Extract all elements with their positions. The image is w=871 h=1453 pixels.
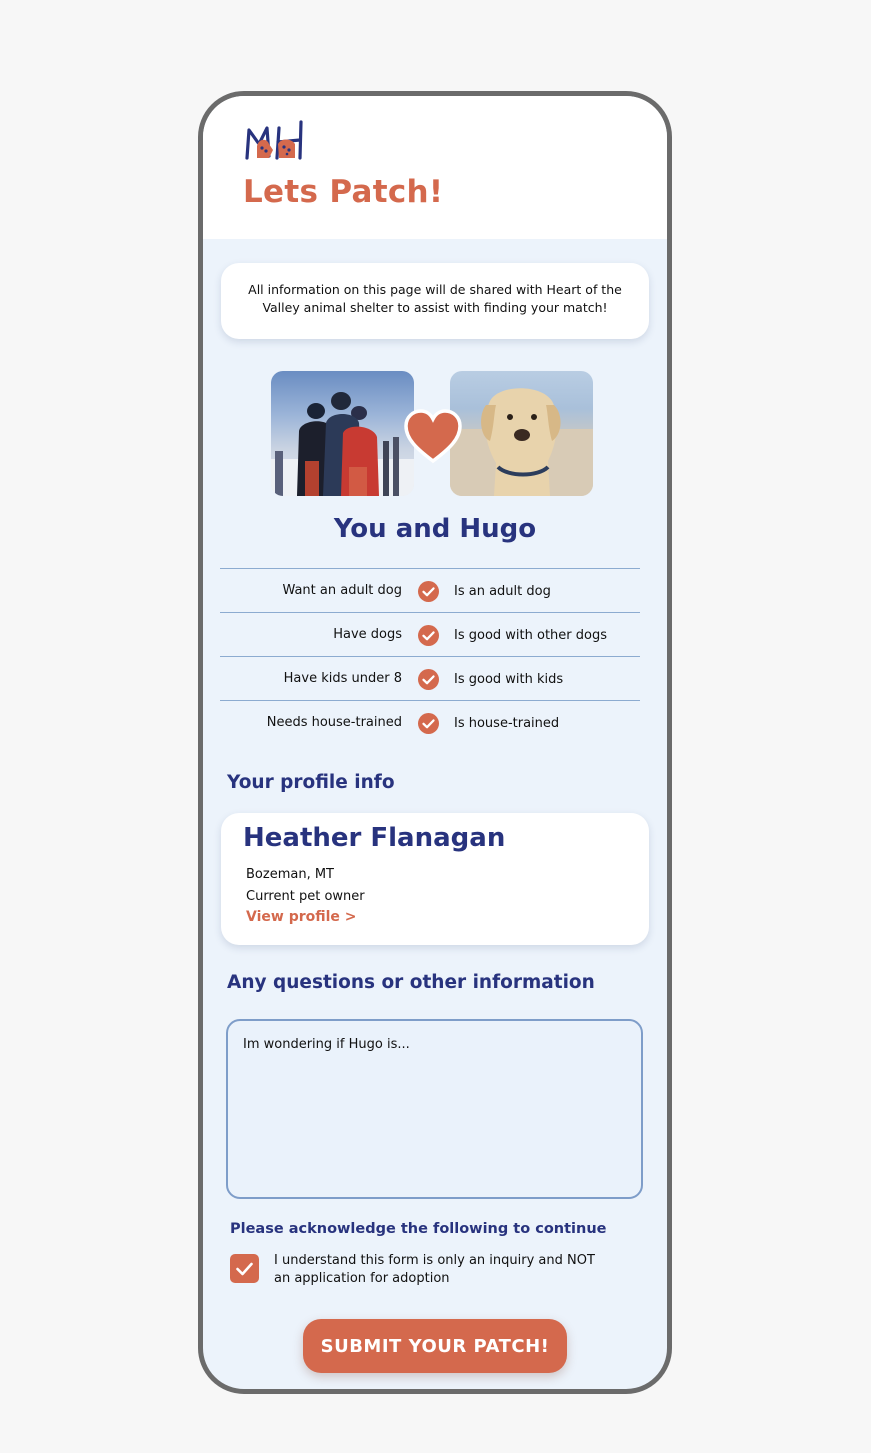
- match-row: [220, 700, 640, 744]
- match-row: [220, 612, 640, 656]
- header: [203, 96, 667, 239]
- match-row: [220, 656, 640, 700]
- checkmark-icon: [418, 581, 439, 602]
- heart-icon: [403, 409, 463, 465]
- acknowledge-text: I understand this form is only an inquiry and NOT an application for adoption: [274, 1253, 595, 1286]
- profile-section-label: Your profile info: [227, 772, 395, 793]
- questions-section-label: Any questions or other information: [227, 972, 595, 993]
- profile-card: [221, 813, 649, 945]
- profile-name: Heather Flanagan: [243, 823, 506, 853]
- profile-location: Bozeman, MT: [246, 867, 334, 882]
- view-profile-link[interactable]: View profile >: [246, 909, 357, 925]
- phone-frame: [198, 91, 672, 1394]
- acknowledge-checkbox[interactable]: [230, 1254, 259, 1283]
- dog-trait: Is house-trained: [454, 716, 560, 731]
- profile-status: Current pet owner: [246, 889, 365, 904]
- owner-family-photo: [271, 371, 414, 496]
- dog-trait: Is good with kids: [454, 672, 564, 687]
- dog-trait: Is good with other dogs: [454, 628, 607, 643]
- submit-button[interactable]: SUBMIT YOUR PATCH!: [303, 1319, 567, 1373]
- checkmark-icon: [418, 669, 439, 690]
- checkmark-icon: [418, 713, 439, 734]
- match-title: You and Hugo: [333, 514, 537, 544]
- info-notice: All information on this page will de shared with Heart of the Valley animal shelter to assist with finding your match!: [221, 263, 649, 339]
- match-table: [220, 568, 640, 744]
- acknowledge-label: Please acknowledge the following to continue: [230, 1221, 607, 1237]
- page-title: Lets Patch!: [243, 174, 444, 210]
- dog-trait: Is an adult dog: [454, 584, 551, 599]
- questions-textarea[interactable]: [226, 1019, 643, 1199]
- mh-dogs-logo: [245, 120, 307, 160]
- owner-need: Have dogs: [333, 627, 402, 642]
- owner-need: Want an adult dog: [282, 583, 402, 598]
- owner-need: Needs house-trained: [266, 715, 402, 730]
- owner-need: Have kids under 8: [283, 671, 402, 686]
- dog-hugo-photo: [450, 371, 593, 496]
- checkmark-icon: [418, 625, 439, 646]
- match-row: [220, 568, 640, 612]
